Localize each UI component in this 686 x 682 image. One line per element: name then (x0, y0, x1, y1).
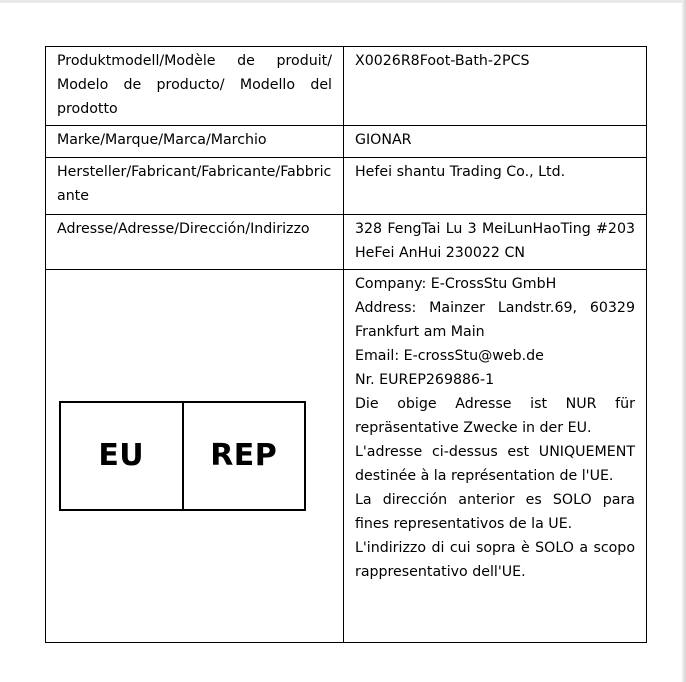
eu-rep-email: Email: E-crossStu@web.de (355, 348, 544, 364)
value-address: 328 FengTai Lu 3 MeiLunHaoTing #203 HeFei AnHui 230022 CN (344, 215, 647, 270)
value-product-model: X0026R8Foot-Bath-2PCS (344, 47, 647, 126)
table-row-manufacturer (46, 158, 647, 215)
eu-rep-registration: Nr. EUREP269886-1 (355, 372, 495, 388)
table-row-product-model (46, 47, 647, 126)
product-info-table (45, 46, 647, 643)
table-row-eu-rep (46, 270, 647, 643)
eu-rep-logo (59, 401, 306, 511)
value-brand: GIONAR (344, 126, 647, 158)
eu-rep-note-es: La dirección anterior es SOLO para fines representativos de la UE. (355, 492, 635, 532)
eu-rep-note-it: L'indirizzo di cui sopra è SOLO a scopo rappresentativo dell'UE. (355, 540, 635, 580)
eu-rep-note-fr: L'adresse ci-dessus est UNIQUEMENT destinée à la représentation de l'UE. (355, 444, 635, 484)
value-manufacturer: Hefei shantu Trading Co., Ltd. (344, 158, 647, 215)
eu-rep-details (344, 270, 647, 643)
eu-rep-company: Company: E-CrossStu GmbH (355, 276, 557, 292)
eu-logo-text: EU (98, 438, 145, 473)
eu-rep-note-de: Die obige Adresse ist NUR für repräsentative Zwecke in der EU. (355, 396, 635, 436)
table-row-address (46, 215, 647, 270)
page-top-edge (0, 0, 686, 3)
label-product-model: Produktmodell/Modèle de produit/ Modelo de producto/ Modello del prodotto (46, 47, 344, 126)
label-manufacturer: Hersteller/Fabricant/Fabricante/Fabbricante (46, 158, 344, 215)
table-row-brand (46, 126, 647, 158)
eu-rep-address: Address: Mainzer Landstr.69, 60329 Frankfurt am Main (355, 300, 635, 340)
eu-rep-logo-cell (46, 270, 344, 643)
rep-logo-text: REP (182, 403, 305, 509)
label-brand: Marke/Marque/Marca/Marchio (46, 126, 344, 158)
page-right-edge (682, 0, 686, 682)
label-address: Adresse/Adresse/Dirección/Indirizzo (46, 215, 344, 270)
